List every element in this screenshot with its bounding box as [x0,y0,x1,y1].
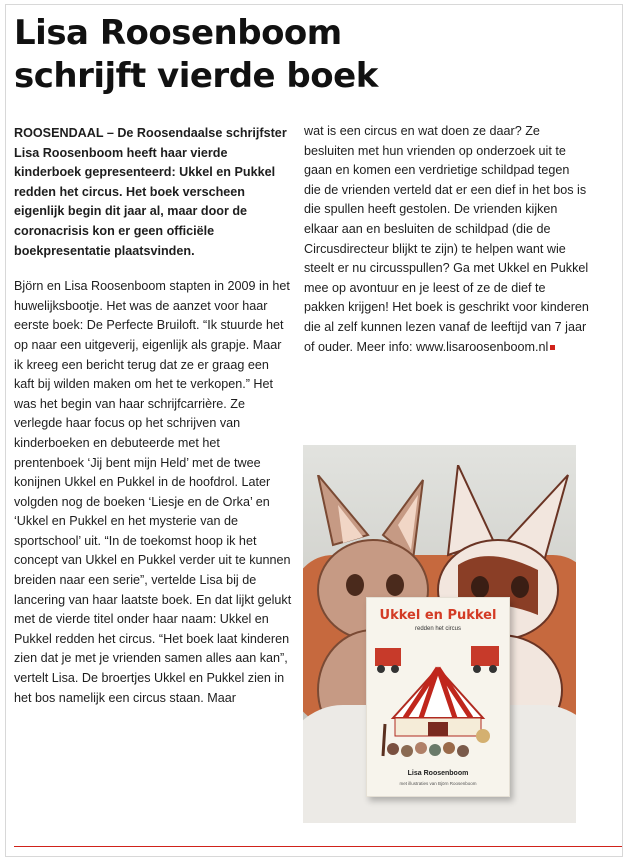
lead-paragraph: ROOSENDAAL – De Roosendaalse schrijfster Lisa Roosenboom heeft haar vierde kinderboek gepresenteerd: Ukkel en Pukkel redden het circus. Het boek verscheen eigenlijk begin dit jaar al, maar door de coronacrisis kon er geen officiële boekpresentatie plaatsvinden. [14,126,287,258]
book-cover [366,597,510,797]
left-column [14,124,292,708]
body-paragraph-left: Björn en Lisa Roosenboom stapten in 2009 in het huwelijksbootje. Het was de aanzet voor haar eerste boek: De Perfecte Bruiloft. “Ik stuurde het op naar een uitgeverij, eigenlijk als grapje. Maar ik kreeg een bericht terug dat ze er graag een kaft bij wilden maken om het te verkopen.” Het was het begin van haar schrijfcarrière. Ze verlegde haar focus op het schrijven van kinderboeken en debuteerde met het prentenboek ‘Jij bent mijn Held’ met de twee konijnen Ukkel en Pukkel in de hoofdrol. Later volgden nog de boeken ‘Liesje en de Orka’ en ‘Ukkel en Pukkel en het mysterie van de sportschool’ uit. “In de toekomst hoop ik het concept van Ukkel en Pukkel verder uit te kunnen breiden naar een serie”, vertelde Lisa bij de lancering van haar laatste boek. En dat lijkt gelukt met de vierde titel onder haar naam: Ukkel en Pukkel redden het circus. “Het boek laat kinderen zien dat je met je vrienden samen alles aan kan”, vertelt Lisa. De broertjes Ukkel en Pukkel zien in het bos namelijk een circus staan. Maar [14,279,292,705]
bottom-rule [14,846,622,847]
circus-illustration [373,636,503,766]
book-subtitle: redden het circus [414,626,462,632]
book-author: Lisa Roosenboom [407,770,469,777]
right-column [304,122,589,357]
headline [14,12,378,98]
end-mark-icon [550,345,555,350]
body-paragraph-right [304,122,589,357]
book-title: Ukkel en Pukkel [379,608,497,623]
headline-line-1: Lisa Roosenboom [14,13,342,53]
book-credit: met illustraties van Björn Roosenboom [399,781,477,786]
body-text-right: wat is een circus en wat doen ze daar? Ze besluiten met hun vrienden op onderzoek uit te gaan en komen een verdrietige schildpad tegen die de vrienden verteld dat er een dief in het bos is die spullen heeft gestolen. De vrienden kijken elkaar aan en besluiten de schildpad (die de Circusdirecteur blijkt te zijn) te helpen want wie steelt er nu circusspullen? Ga met Ukkel en Pukkel mee op avontuur en je leest of ze de dief te pakken krijgen! Het boek is geschrikt voor kinderen die al zelf kunnen lezen vanaf de leeftijd van 7 jaar of ouder. Meer info: www.lisaroosenboom.nl [304,124,589,354]
headline-line-2: schrijft vierde boek [14,56,378,96]
article-photo [303,445,576,823]
